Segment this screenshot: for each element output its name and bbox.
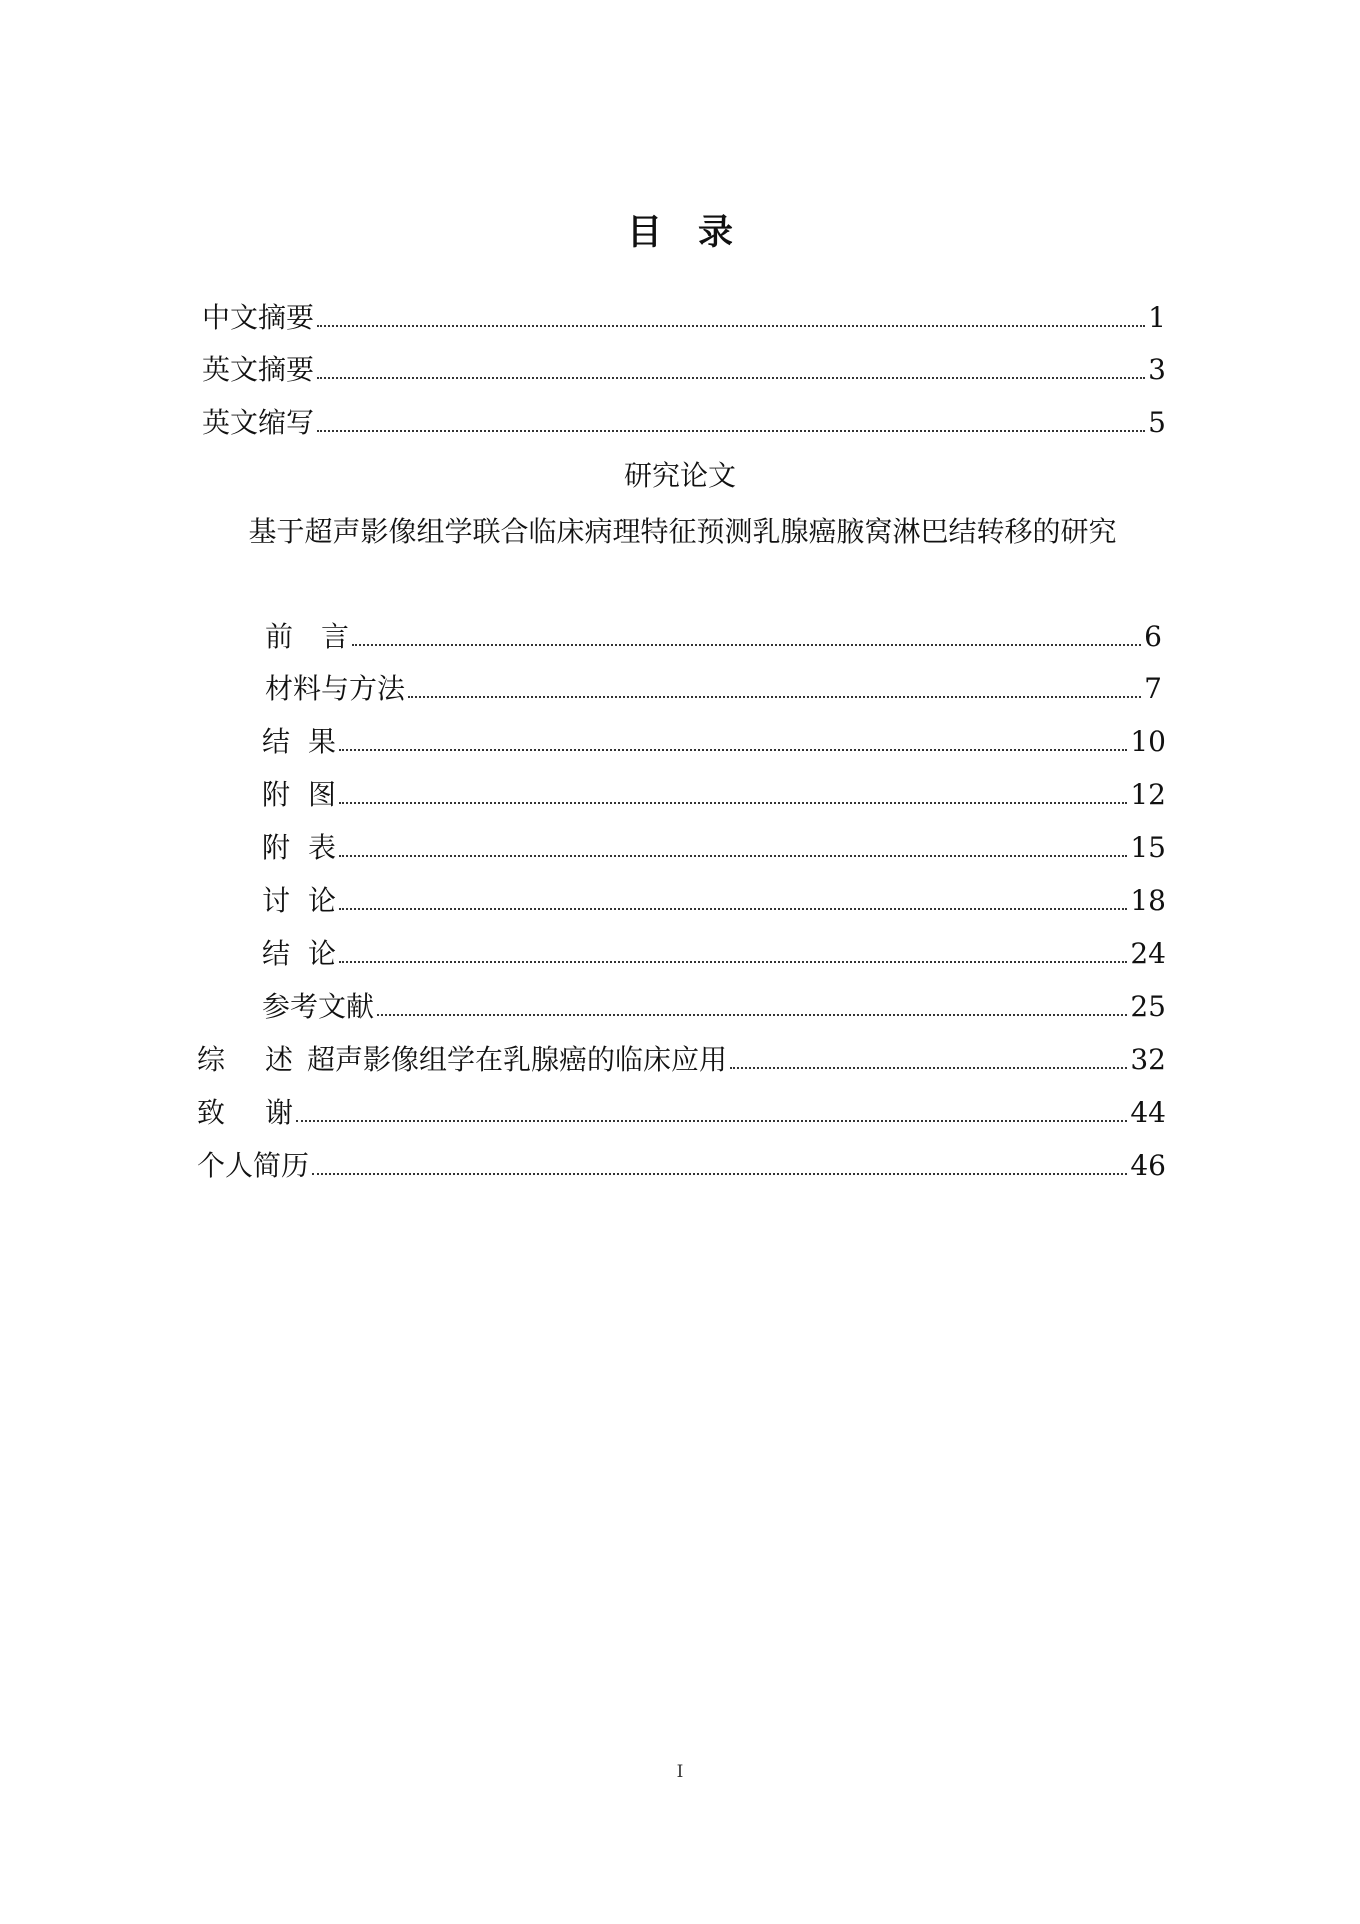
toc-entry-review[interactable] — [197, 1042, 1166, 1082]
toc-entry-page: 32 — [1130, 1043, 1166, 1076]
toc-entry-page: 3 — [1148, 353, 1166, 386]
dot-leader — [730, 1067, 1127, 1069]
toc-entry-page: 25 — [1130, 990, 1166, 1023]
toc-entry-conclusion[interactable] — [262, 936, 1166, 976]
dot-leader — [339, 802, 1127, 804]
toc-entry-abbreviations[interactable] — [202, 405, 1166, 445]
toc-entry-label: 个人简历 — [197, 1149, 310, 1182]
dot-leader — [339, 961, 1127, 963]
toc-entry-label: 前 言 — [265, 620, 350, 653]
dot-leader — [339, 855, 1127, 857]
dot-leader — [339, 908, 1127, 910]
toc-title-part1: 目 — [626, 213, 662, 253]
dot-leader — [317, 430, 1145, 432]
toc-entry-label: 英文摘要 — [202, 353, 315, 386]
dot-leader — [408, 696, 1141, 698]
toc-entry-page: 5 — [1148, 406, 1166, 439]
toc-entry-page: 6 — [1144, 620, 1162, 653]
toc-entry-acknowledgement[interactable] — [197, 1095, 1166, 1135]
toc-entry-page: 1 — [1148, 301, 1166, 334]
toc-entry-label: 参考文献 — [262, 990, 375, 1023]
toc-entry-page: 44 — [1130, 1096, 1166, 1129]
toc-entry-figures[interactable] — [262, 777, 1166, 817]
toc-entry-english-abstract[interactable] — [202, 352, 1166, 392]
toc-entry-label: 英文缩写 — [202, 406, 315, 439]
toc-entry-references[interactable] — [262, 989, 1166, 1029]
dot-leader — [317, 377, 1145, 379]
toc-entry-page: 10 — [1130, 725, 1166, 758]
toc-entry-page: 46 — [1130, 1149, 1166, 1182]
toc-entry-label: 附 图 — [262, 778, 337, 811]
page-number: I — [676, 1762, 684, 1782]
toc-entry-discussion[interactable] — [262, 883, 1166, 923]
dot-leader — [377, 1014, 1127, 1016]
toc-entry-results[interactable] — [262, 724, 1166, 764]
toc-entry-page: 12 — [1130, 778, 1166, 811]
dot-leader — [339, 749, 1127, 751]
toc-entry-resume[interactable] — [197, 1148, 1166, 1188]
toc-entry-label: 结 果 — [262, 725, 337, 758]
toc-entry-label: 讨 论 — [262, 884, 337, 917]
toc-entry-page: 15 — [1130, 831, 1166, 864]
dot-leader — [312, 1173, 1127, 1175]
toc-entry-preface[interactable] — [265, 619, 1162, 659]
toc-entry-label: 综 述 超声影像组学在乳腺癌的临床应用 — [197, 1043, 728, 1076]
dot-leader — [317, 325, 1145, 327]
toc-entry-label: 结 论 — [262, 937, 337, 970]
toc-title — [0, 205, 1360, 255]
toc-entry-label: 附 表 — [262, 831, 337, 864]
toc-entry-tables[interactable] — [262, 830, 1166, 870]
toc-entry-page: 7 — [1144, 672, 1162, 705]
toc-entry-page: 18 — [1130, 884, 1166, 917]
toc-entry-materials-methods[interactable] — [265, 671, 1162, 711]
toc-entry-page: 24 — [1130, 937, 1166, 970]
toc-title-part2: 录 — [698, 213, 734, 253]
dot-leader — [296, 1120, 1127, 1122]
toc-entry-label: 中文摘要 — [202, 301, 315, 334]
dot-leader — [352, 644, 1141, 646]
section-heading-research-paper: 研究论文 — [623, 459, 736, 492]
paper-title: 基于超声影像组学联合临床病理特征预测乳腺癌腋窝淋巴结转移的研究 — [248, 515, 1117, 548]
toc-entry-label: 致 谢 — [197, 1096, 294, 1129]
toc-entry-chinese-abstract[interactable] — [202, 300, 1166, 340]
toc-entry-label: 材料与方法 — [265, 672, 406, 705]
